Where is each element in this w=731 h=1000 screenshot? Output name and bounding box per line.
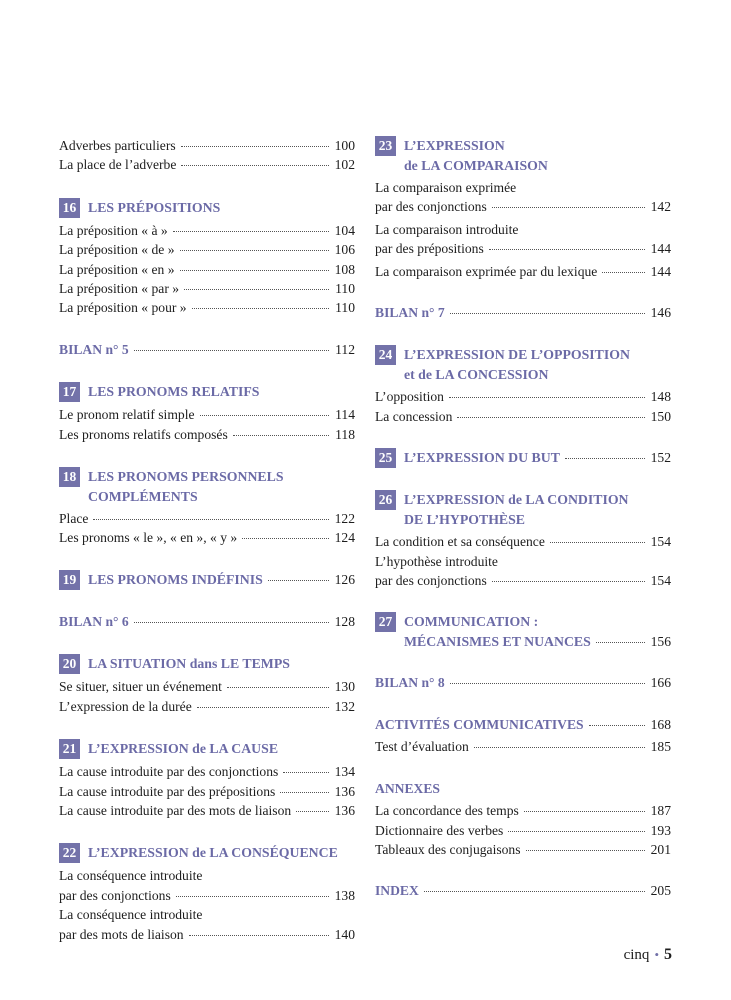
toc-entry[interactable]: par des prépositions 144 — [375, 241, 671, 257]
toc-entry-line: La conséquence introduite — [59, 868, 203, 884]
toc-entry[interactable]: par des conjonctions 154 — [375, 573, 671, 589]
toc-entry[interactable]: La préposition « de » 106 — [59, 242, 355, 258]
toc-entry[interactable]: Tableaux des conjugaisons 201 — [375, 841, 671, 857]
toc-entry[interactable]: Test d’évaluation 185 — [375, 739, 671, 755]
chapter-number-badge: 18 — [59, 467, 80, 487]
chapter-number-badge: 26 — [375, 490, 396, 510]
toc-entry[interactable]: Les pronoms relatifs composés 118 — [59, 426, 355, 442]
bilan-6-entry[interactable]: BILAN n° 6 128 — [59, 613, 355, 629]
chapter-title: LES PRONOMS INDÉFINIS — [88, 571, 263, 587]
toc-entry[interactable]: Dictionnaire des verbes 193 — [375, 822, 671, 838]
toc-entry[interactable]: La place de l’adverbe 102 — [59, 157, 355, 173]
toc-entry[interactable]: Adverbes particuliers 100 — [59, 138, 355, 153]
toc-entry[interactable]: La cause introduite par des mots de liaison 136 — [59, 802, 355, 818]
index-entry[interactable]: INDEX 205 — [375, 883, 671, 899]
bilan-8-entry[interactable]: BILAN n° 8 166 — [375, 675, 671, 691]
toc-entry[interactable]: La condition et sa conséquence 154 — [375, 534, 671, 550]
chapter-number-badge: 27 — [375, 612, 396, 632]
page-number-word: cinq — [623, 947, 650, 963]
bilan-5-entry[interactable]: BILAN n° 5 112 — [59, 341, 355, 357]
toc-entry[interactable]: La cause introduite par des conjonctions 134 — [59, 764, 355, 780]
toc-entry[interactable]: L’opposition 148 — [375, 389, 671, 405]
chapter-title: LA SITUATION dans LE TEMPS — [88, 656, 290, 672]
dot-leader — [181, 165, 328, 166]
toc-entry[interactable]: La préposition « par » 110 — [59, 281, 355, 297]
chapter-26-heading[interactable] — [375, 490, 671, 529]
toc-entry[interactable]: Place 122 — [59, 511, 355, 527]
toc-entry-line: La conséquence introduite — [59, 907, 203, 923]
chapter-title: L’EXPRESSION de LA CONSÉQUENCE — [88, 845, 338, 861]
toc-entry[interactable]: par des conjonctions 142 — [375, 199, 671, 215]
chapter-20-heading[interactable] — [59, 654, 355, 674]
chapter-27-heading[interactable] — [375, 612, 671, 651]
chapter-number-badge: 16 — [59, 198, 80, 218]
chapter-title: L’EXPRESSION de LA CAUSE — [88, 741, 279, 757]
chapter-18-heading[interactable] — [59, 467, 355, 506]
dot-leader — [181, 146, 329, 147]
chapter-title: LES PRONOMS PERSONNELS COMPLÉMENTS — [88, 469, 284, 504]
bilan-7-entry[interactable]: BILAN n° 7 146 — [375, 305, 671, 321]
toc-entry[interactable]: par des mots de liaison 140 — [59, 926, 355, 942]
chapter-number-badge: 25 — [375, 448, 396, 468]
chapter-24-heading[interactable] — [375, 345, 671, 384]
chapter-16-heading[interactable] — [59, 198, 355, 218]
toc-right-column — [375, 136, 671, 901]
chapter-title: L’EXPRESSION DE L’OPPOSITION et de LA CONCESSION — [404, 347, 630, 382]
chapter-title: L’EXPRESSION de LA COMPARAISON — [404, 138, 548, 173]
chapter-number-badge: 17 — [59, 382, 80, 402]
toc-entry[interactable]: La concordance des temps 187 — [375, 803, 671, 819]
toc-entry[interactable]: La concession 150 — [375, 408, 671, 424]
toc-left-column — [59, 136, 355, 944]
chapter-number-badge: 24 — [375, 345, 396, 365]
toc-entry[interactable]: par des conjonctions 138 — [59, 887, 355, 903]
page-footer — [624, 946, 672, 964]
chapter-title: COMMUNICATION : MÉCANISMES ET NUANCES 156 — [404, 614, 671, 649]
chapter-number-badge: 22 — [59, 843, 80, 863]
chapter-number-badge: 21 — [59, 739, 80, 759]
toc-entry-line: La comparaison introduite — [375, 221, 519, 237]
bullet-icon: • — [654, 947, 659, 962]
chapter-title: L’EXPRESSION de LA CONDITION DE L’HYPOTHÈSE — [404, 492, 629, 527]
chapter-number-badge: 19 — [59, 570, 80, 590]
chapter-title: LES PRÉPOSITIONS — [88, 199, 221, 215]
chapter-17-heading[interactable] — [59, 382, 355, 402]
chapter-23-heading[interactable] — [375, 136, 671, 175]
chapter-title: LES PRONOMS RELATIFS — [88, 384, 260, 400]
toc-entry[interactable]: L’expression de la durée 132 — [59, 698, 355, 714]
chapter-number-badge: 23 — [375, 136, 396, 156]
chapter-title: L’EXPRESSION DU BUT — [404, 450, 560, 466]
toc-entry[interactable]: La cause introduite par des prépositions 136 — [59, 783, 355, 799]
activites-entry[interactable]: ACTIVITÉS COMMUNICATIVES 168 — [375, 716, 671, 732]
toc-entry[interactable]: Se situer, situer un événement 130 — [59, 679, 355, 695]
toc-entry[interactable]: Les pronoms « le », « en », « y » 124 — [59, 530, 355, 546]
toc-entry-line: La comparaison exprimée — [375, 180, 517, 195]
chapter-number-badge: 20 — [59, 654, 80, 674]
chapter-19-heading[interactable]: 19 LES PRONOMS INDÉFINIS 126 — [59, 570, 355, 590]
annexes-heading: ANNEXES — [375, 780, 440, 796]
chapter-25-heading[interactable]: 25 L’EXPRESSION DU BUT 152 — [375, 448, 671, 468]
toc-entry[interactable]: Le pronom relatif simple 114 — [59, 407, 355, 423]
toc-entry[interactable]: La préposition « à » 104 — [59, 222, 355, 238]
page-number: 5 — [664, 946, 672, 963]
chapter-21-heading[interactable] — [59, 739, 355, 759]
toc-entry[interactable]: La préposition « pour » 110 — [59, 300, 355, 316]
toc-entry[interactable]: La préposition « en » 108 — [59, 261, 355, 277]
toc-entry-line: L’hypothèse introduite — [375, 553, 498, 569]
chapter-22-heading[interactable] — [59, 843, 355, 863]
toc-entry[interactable]: La comparaison exprimée par du lexique 144 — [375, 263, 671, 279]
